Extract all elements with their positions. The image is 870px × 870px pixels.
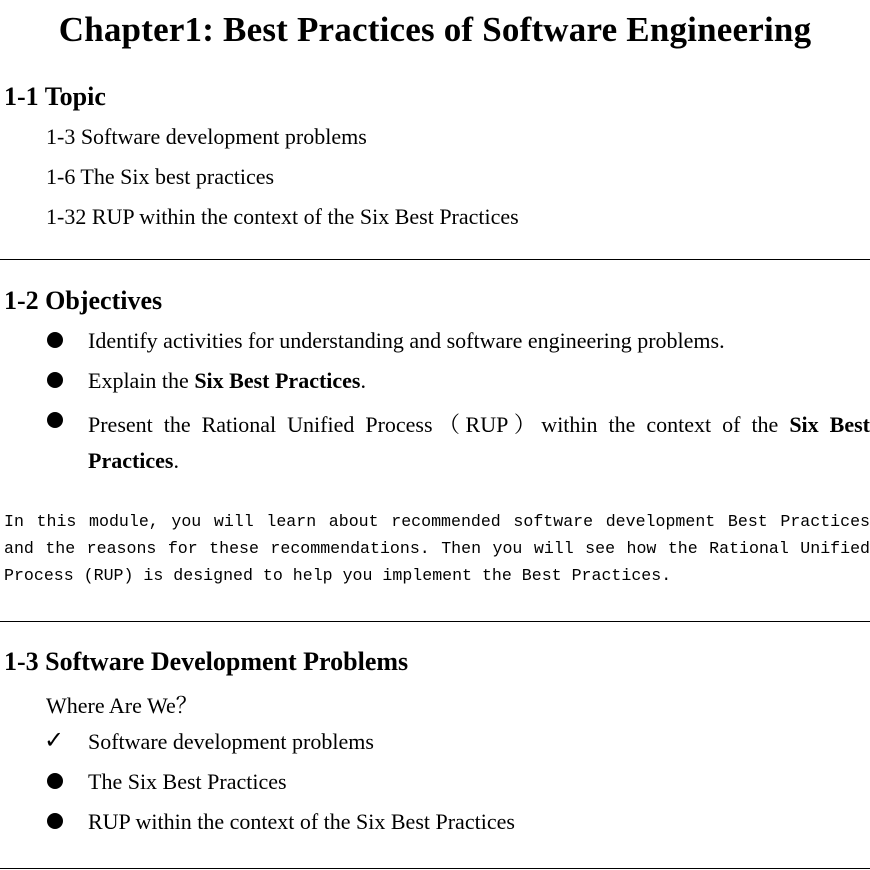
checkmark-icon: ✓ [44, 728, 65, 754]
objective-item: Identify activities for understanding and software engineering problems. [88, 328, 725, 353]
topic-item: 1-3 Software development problems [46, 124, 367, 149]
objective-item: Explain the Six Best Practices. [88, 368, 366, 393]
bullet-icon [47, 332, 63, 348]
topic-item: 1-6 The Six best practices [46, 164, 275, 189]
objective-item-continued: Practices. [88, 448, 179, 473]
chapter-title: Chapter1: Best Practices of Software Engineering [58, 10, 812, 49]
objective-item: Present the Rational Unified Process（RUP）within the context of the Six Best [88, 412, 870, 437]
objectives-heading: 1-2 Objectives [4, 286, 163, 315]
divider [0, 259, 870, 260]
bullet-icon [47, 773, 63, 789]
problems-item: Software development problems [88, 729, 374, 754]
topic-heading: 1-1 Topic [4, 82, 106, 111]
problems-item: The Six Best Practices [88, 769, 287, 794]
module-description: In this module, you will learn about recommended software development Best Practices and the reasons for these recommendations. Then you will see how the Rational Unified Process (RUP) is designed to help you implement the Best Practices. [4, 512, 870, 585]
divider [0, 868, 870, 869]
problems-heading: 1-3 Software Development Problems [4, 647, 409, 676]
topic-item: 1-32 RUP within the context of the Six Best Practices [46, 204, 519, 229]
bullet-icon [47, 372, 63, 388]
divider [0, 621, 870, 622]
where-are-we-label: Where Are We？ [46, 693, 198, 718]
bullet-icon [47, 412, 63, 428]
problems-item: RUP within the context of the Six Best Practices [88, 809, 515, 834]
bullet-icon [47, 813, 63, 829]
